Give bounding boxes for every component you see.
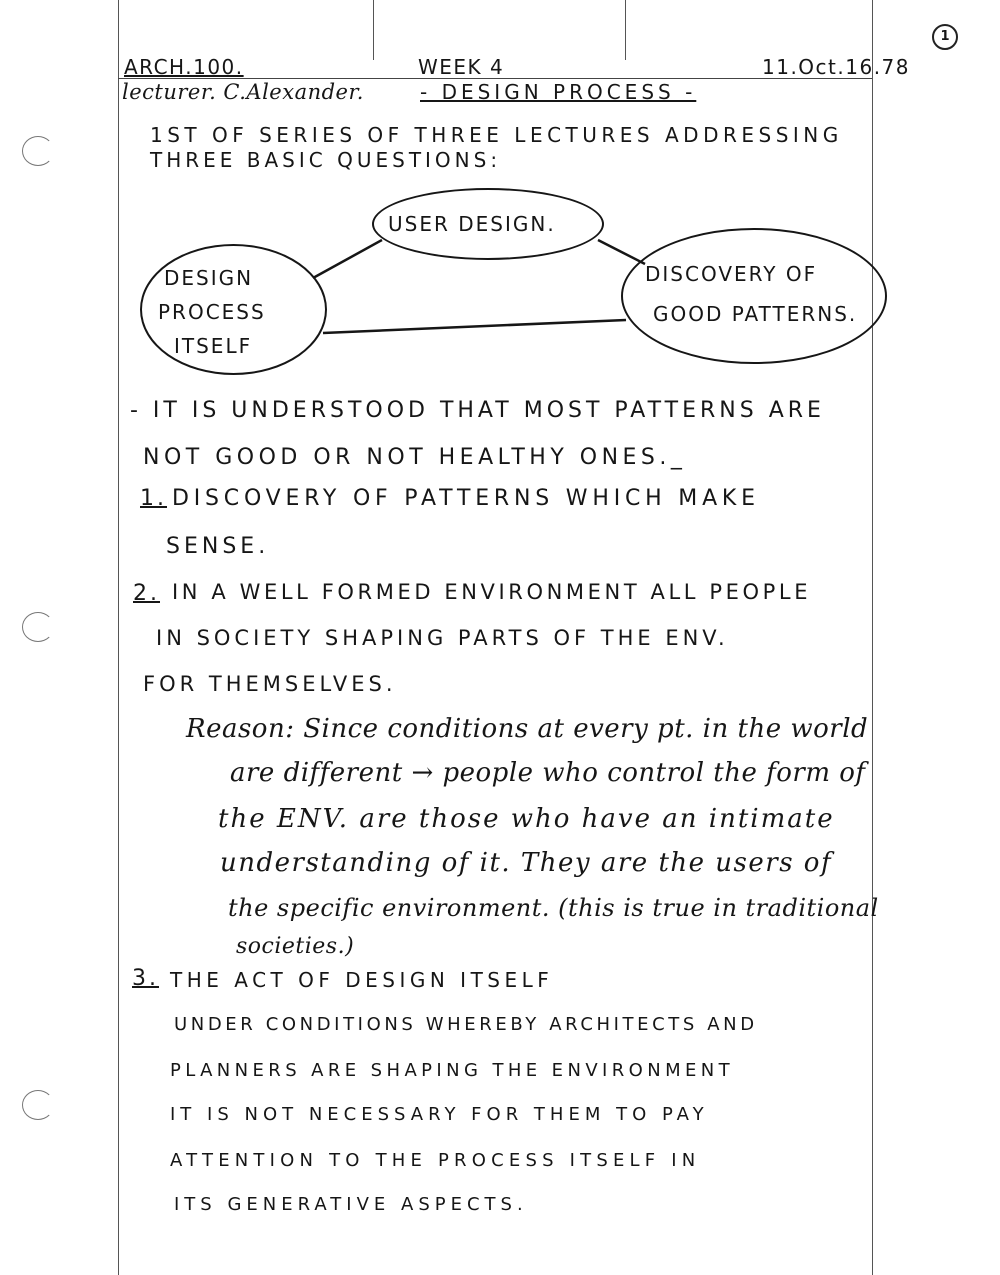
node-user-design-label: USER DESIGN. (388, 212, 556, 236)
statement-line-1: - IT IS UNDERSTOOD THAT MOST PATTERNS ARE (130, 398, 825, 423)
reason-line-2: are different → people who control the form of (230, 758, 866, 788)
point-3-line-2: UNDER CONDITIONS WHEREBY ARCHITECTS AND (174, 1014, 758, 1035)
reason-line-4: understanding of it. They are the users of (220, 848, 833, 878)
reason-line-6: societies.) (236, 934, 355, 959)
node-user-design (372, 188, 604, 260)
point-3-number: 3. (132, 966, 159, 991)
point-2-number: 2. (133, 581, 160, 606)
reason-line-1: Reason: Since conditions at every pt. in the world (186, 714, 869, 744)
point-3-line-6: ITS GENERATIVE ASPECTS. (174, 1194, 528, 1215)
node-discovery-line-2: GOOD PATTERNS. (653, 302, 858, 326)
reason-line-3: the ENV. are those who have an intimate (218, 804, 835, 834)
week-label: WEEK 4 (418, 55, 505, 79)
lecture-date: 11.Oct.16.78 (762, 55, 910, 79)
point-2-line-1: IN A WELL FORMED ENVIRONMENT ALL PEOPLE (172, 580, 812, 604)
point-2-line-2: IN SOCIETY SHAPING PARTS OF THE ENV. (156, 626, 729, 650)
point-3-line-4: IT IS NOT NECESSARY FOR THEM TO PAY (170, 1104, 709, 1125)
point-2-line-3: FOR THEMSELVES. (143, 672, 397, 696)
point-3-line-3: PLANNERS ARE SHAPING THE ENVIRONMENT (170, 1060, 735, 1081)
point-1-line-2: SENSE. (166, 534, 270, 559)
intro-line-2: THREE BASIC QUESTIONS: (150, 148, 502, 172)
statement-line-2: NOT GOOD OR NOT HEALTHY ONES._ (143, 445, 687, 470)
connector-left-right (323, 320, 626, 333)
point-3-line-5: ATTENTION TO THE PROCESS ITSELF IN (170, 1150, 701, 1171)
lecture-topic: - DESIGN PROCESS - (420, 80, 697, 104)
connector-top-right (598, 240, 645, 264)
intro-line-1: 1ST OF SERIES OF THREE LECTURES ADDRESSING (150, 123, 843, 147)
node-discovery-good-patterns (621, 228, 887, 364)
point-1-number: 1. (140, 486, 167, 511)
lecturer-name: lecturer. C.Alexander. (122, 80, 364, 104)
node-discovery-line-1: DISCOVERY OF (645, 262, 818, 286)
node-design-process-line-1: DESIGN (164, 266, 254, 290)
reason-line-5: the specific environment. (this is true in traditional (228, 894, 879, 922)
connector-top-left (313, 240, 382, 278)
node-design-process-line-3: ITSELF (174, 334, 253, 358)
page-number: 1 (932, 24, 958, 50)
node-design-process (140, 244, 327, 375)
point-1-line-1: DISCOVERY OF PATTERNS WHICH MAKE (172, 486, 760, 511)
node-design-process-line-2: PROCESS (158, 300, 266, 324)
course-code: ARCH.100. (124, 55, 244, 79)
point-3-line-1: THE ACT OF DESIGN ITSELF (170, 968, 554, 992)
